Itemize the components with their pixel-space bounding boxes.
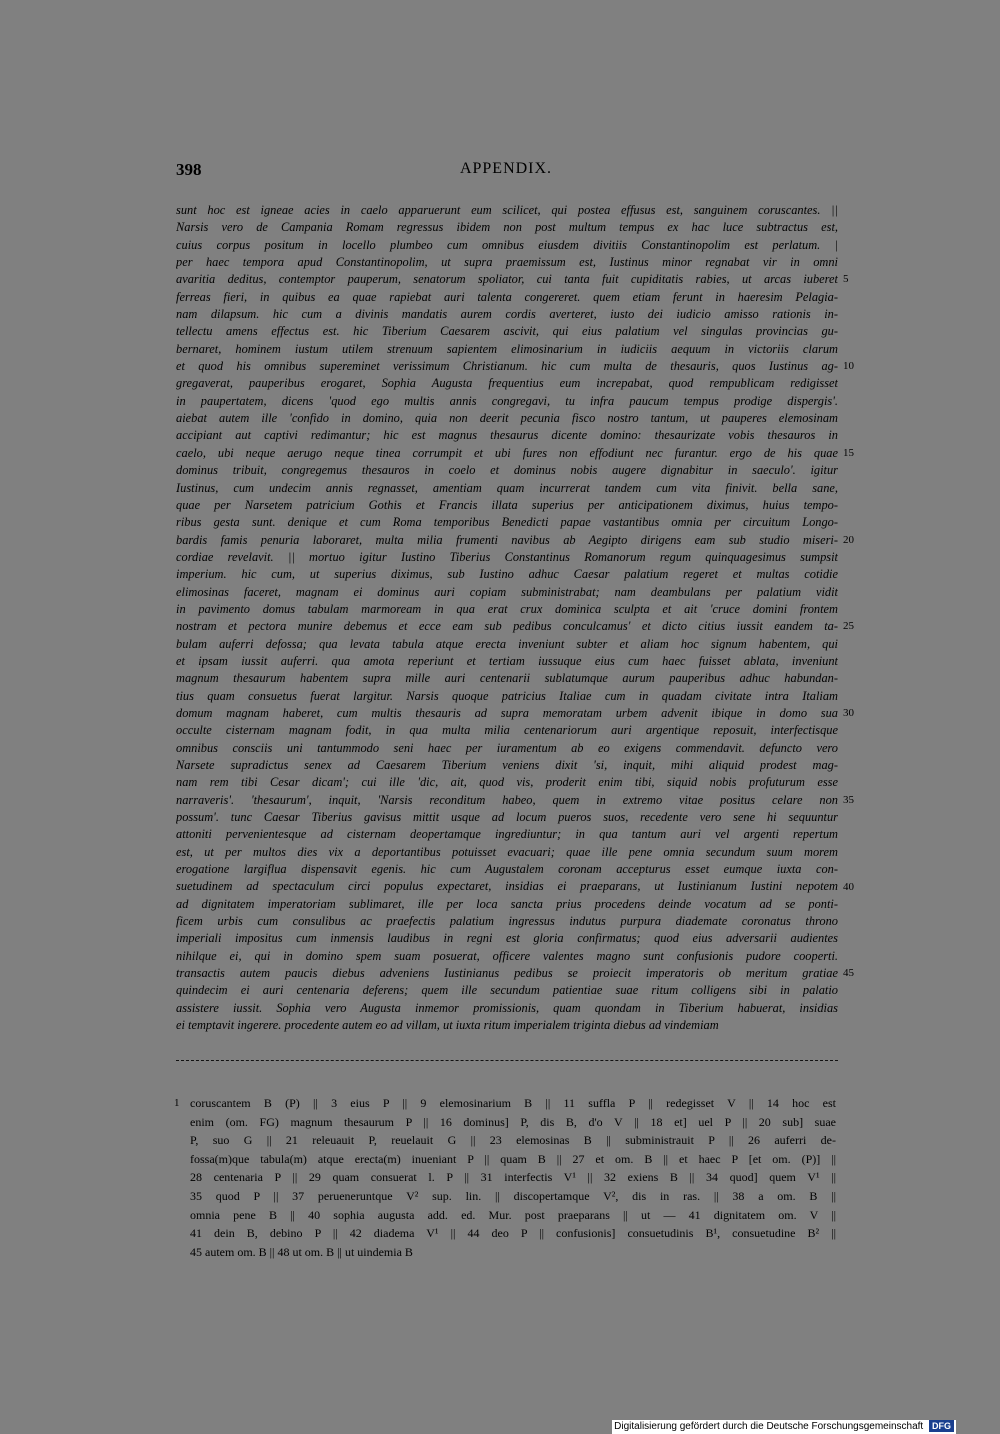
apparatus-line — [190, 1187, 836, 1206]
apparatus-line — [190, 1224, 836, 1243]
apparatus-text: omnia pene B || 40 sophia augusta add. ed. Mur. post praeparans || ut — 41 dignitatem om. V || — [190, 1207, 836, 1222]
text-line: ficem urbis cum consulibus ac praefectis palatium ingressus indutus purpura diademate coronatus throno — [176, 914, 838, 929]
dfg-logo: DFG — [929, 1420, 954, 1432]
critical-apparatus — [174, 1094, 836, 1261]
text-line: magnum thesaurum habentem supra mille auri centenarii sublatumque aurum pauperibus adhuc habundan- — [176, 671, 838, 686]
line-number: 40 — [843, 880, 854, 893]
line-number: 25 — [843, 620, 854, 633]
text-line: et ipsam iussit auferri. qua amota reperiunt et tertiam iussuque eius cum haec fuisset ablata, inveniunt — [176, 653, 838, 668]
apparatus-line — [190, 1094, 836, 1113]
text-line: possum'. tunc Caesar Tiberius gavisus mittit usque ad locum pueros suos, recedente vero sene hi sequuntur — [176, 810, 838, 825]
text-line: tius quam consuetus fuerat largitur. Narsis quoque patricius Italiae cum in quadam civitate intra Italiam — [176, 688, 838, 703]
text-line: ferreas fieri, in quibus ea quae rapiebat auri talenta congereret. quem etiam ferunt in haeresim Pelagia- — [176, 289, 838, 304]
text-line: bulam auferri defossa; qua levata tabula atque erecta inveniunt subter et aliam hoc signum habentem, qui — [176, 636, 838, 651]
text-line: Narsis vero de Campania Romam regressus ibidem non post multum tempus ex hac luce subtractus est, — [176, 220, 838, 235]
text-line: bernaret, hominem iustum utilem strenuum sapientem elimosinarium in iudiciis aequum in victoriis clarum — [176, 341, 838, 356]
text-line: est, ut per multos dies vix a deportantibus potuisset evacuari; quae ille pene omnia secundum suum morem — [176, 844, 838, 859]
text-line: avaritia deditus, contemptor pauperum, senatorum spoliator, cui tanta fuit cupiditatis rabies, ut arcas iuberet — [176, 272, 838, 287]
text-line: Narsete supradictus senex ad Caesarem Tiberium veniens dixit 'si, inquit, mihi aliquid prodest mag- — [176, 758, 838, 772]
text-line: Iustinus, cum undecim annis regnasset, amentiam quam incurrerat tandem cum vita finivit. bella sane, — [176, 480, 838, 495]
text-line: bardis famis penuria laboraret, multa milia frumenti navibus ab Aegipto dirigens eam sub studio miseri- — [176, 532, 838, 547]
text-line: ribus gesta sunt. denique et cum Roma temporibus Benedicti papae vastantibus omnia per circuitum Longo- — [176, 515, 838, 530]
line-number: 20 — [843, 533, 854, 546]
apparatus-text: P, suo G || 21 releuauit P, reuelauit G || 23 elemosinas B || subministrauit P || 26 auferri de- — [190, 1133, 836, 1148]
text-line: domum magnam haberet, cum multis thesauris ad supra memoratam urbem advenit ibique in domo sua — [176, 705, 838, 720]
text-line: erogatione largiflua dispensavit egenis. hic cum Augustalem coronam accepturus esset eumque iuxta con- — [176, 862, 838, 877]
text-line: in pavimento domus tabulam marmoream in qua erat crux dominica sculpta et ait 'cruce domini frontem — [176, 601, 838, 616]
running-title: APPENDIX. — [459, 160, 553, 177]
text-line: omnibus consciis uni tantummodo seni haec per iuramentum ab eo exigens commendavit. defuncto vero — [176, 740, 838, 755]
text-line: tellectu amens effectus est. hic Tiberium Caesarem ascivit, qui eius palatium vel singulas provincias gu- — [176, 324, 838, 339]
line-number: 30 — [843, 707, 854, 720]
text-line: cuius corpus positum in locello plumbeo cum omnibus eiusdem divitiis Constantinopolim est perlatum. | — [176, 237, 838, 252]
text-line: attoniti pervenientesque ad cisternam deopertamque ingrediuntur; in qua tantum auri vel argenti repertum — [176, 827, 838, 842]
text-line: per haec tempora apud Constantinopolim, ut supra praemissum est, Iustinus minor regnabat vir in omni — [176, 255, 838, 270]
apparatus-line — [190, 1168, 836, 1187]
footer-credit — [612, 1420, 956, 1434]
text-line: nam dilapsum. hic cum a divinis mandatis aurem cordis averteret, iusto dei iudicio amisso rationis in- — [176, 307, 838, 322]
line-number: 35 — [843, 793, 854, 806]
page-number: 398 — [176, 160, 202, 179]
footnote-divider — [176, 1060, 838, 1061]
apparatus-line — [190, 1113, 836, 1132]
text-line: quindecim ei auri centenaria deferens; quem ille secundum patientiae suae ritum colligens sibi in palatio — [176, 983, 838, 998]
text-line: sunt hoc est igneae acies in caelo apparuerunt eum scilicet, qui postea effusus est, sanguinem coruscantes. || — [176, 203, 838, 217]
text-line: occulte cisternam magnam fodit, in qua multa milia centenariorum auri argentique reposuit, interfectisque — [176, 723, 838, 738]
apparatus-line — [190, 1206, 836, 1225]
text-line: imperiali impositus cum inmensis laudibus in regni est gloria confirmatus; quod eius adversarii audientes — [176, 931, 838, 946]
apparatus-text: 28 centenaria P || 29 quam consuerat l. P || 31 interfectis V¹ || 32 exiens B || 34 quod] quem V¹ || — [190, 1170, 836, 1185]
line-number: 10 — [843, 360, 854, 373]
line-number: 15 — [843, 446, 854, 459]
text-line: nam rem tibi Cesar dicam'; cui ille 'dic, ait, quod vis, proderit enim tibi, siquid nobis profuturum esse — [176, 775, 838, 790]
text-line: ad dignitatem imperatoriam sublimaret, ille per loca sancta prius procedens deinde vocatum ad se ponti- — [176, 896, 838, 911]
apparatus-text: enim (om. FG) magnum thesaurum P || 16 dominus] P, dis B, d'o V || 18 et] uel P || 20 sub] suae — [190, 1114, 836, 1129]
text-line: quae per Narsetem patricium Gothis et Francis illata superius per anticipationem diximus, huius tempo- — [176, 497, 838, 512]
apparatus-text: fossa(m)que tabula(m) atque erecta(m) inueniant P || quam B || 27 et om. B || et haec P [et om. (P)] || — [190, 1151, 836, 1166]
text-line: narraveris'. 'thesaurum', inquit, 'Narsis reconditum habeo, quem in extremo vitae positus celare non — [176, 792, 838, 807]
text-line: caelo, ubi neque aerugo neque tinea corrumpit et ubi fures non effodiunt nec furantur. ergo de his quae — [176, 445, 838, 460]
text-line: nihilque ei, qui in domino spem suam posuerat, officere valentes magno sunt confusionis pudore cooperti. — [176, 948, 838, 963]
page-header — [176, 160, 836, 184]
text-line: elimosinas faceret, magnam ei dominus auri copiam subministrabat; nam deambulans per palatium vidit — [176, 584, 838, 599]
apparatus-line — [190, 1150, 836, 1169]
line-number: 45 — [843, 967, 854, 980]
text-line: accipiant aut captivi redimantur; hic est magnus thesaurus dicente domino: thesaurizate vobis thesauros in — [176, 428, 838, 443]
apparatus-number: 1 — [174, 1097, 180, 1109]
text-line: imperium. hic cum, ut superius diximus, sub Iustino adhuc Caesar palatium regeret et multas cotidie — [176, 567, 838, 582]
text-line: aiebat autem ille 'confido in domino, quia non deerit pecunia fisco nostro tantum, ut pauperes elemosinam — [176, 411, 838, 426]
text-line: suetudinem ad spectaculum circi populus expectaret, insidias ei praeparans, ut Iustinianum Iustini nepotem — [176, 879, 838, 894]
apparatus-text: 41 dein B, debino P || 42 diadema V¹ || 44 deo P || confusionis] consuetudinis B¹, consuetudine B² || — [190, 1226, 836, 1241]
apparatus-text: 45 autem om. B || 48 ut om. B || ut uindemia B — [190, 1244, 413, 1259]
text-line: gregaverat, pauperibus erogaret, Sophia Augusta frequentius eum increpabat, quod rempublicam redigisset — [176, 376, 838, 391]
line-number: 5 — [843, 273, 849, 286]
apparatus-line — [190, 1131, 836, 1150]
text-line: nostram et pectora munire debemus et ecce eam sub pedibus conculcamus' et dicto citius iussit eandem ta- — [176, 619, 838, 634]
text-line: in paupertatem, dicens 'quod ego multis annis congregavi, tu infra paucum tempus prodige dispergis'. — [176, 393, 838, 408]
text-line: cordiae revelavit. || mortuo igitur Iustino Tiberius Constantinus Romanorum regum quinquagesimus sumpsit — [176, 549, 838, 564]
credit-text: Digitalisierung gefördert durch die Deutsche Forschungsgemeinschaft — [614, 1421, 924, 1432]
text-line: transactis autem paucis diebus adveniens Iustinianus pedibus se proiecit imperatoris ob meritum gratiae — [176, 966, 838, 981]
text-line: assistere iussit. Sophia vero Augusta inmemor promissionis, quam quondam in Tiberium habuerat, insidias — [176, 1000, 838, 1015]
text-line: et quod his omnibus supereminet verissimum Christianum. hic cum multa de thesauris, quos Iustinus ag- — [176, 359, 838, 374]
apparatus-text: 35 quod P || 37 perueneruntque V² sup. lin. || discopertamque V², dis in ras. || 38 a om. B || — [190, 1188, 836, 1203]
main-text-block — [176, 202, 854, 1035]
text-line: ei temptavit ingerere. procedente autem eo ad villam, ut iuxta ritum imperialem triginta diebus ad vindemiam — [176, 1018, 719, 1033]
text-line: dominus tribuit, congregemus thesauros in coelo et dominus nobis augere dignabitur in saeculo'. igitur — [176, 463, 838, 478]
apparatus-line — [190, 1243, 836, 1262]
apparatus-text: coruscantem B (P) || 3 eius P || 9 elemosinarium B || 11 suffla P || redegisset V || 14 hoc est — [190, 1096, 836, 1110]
